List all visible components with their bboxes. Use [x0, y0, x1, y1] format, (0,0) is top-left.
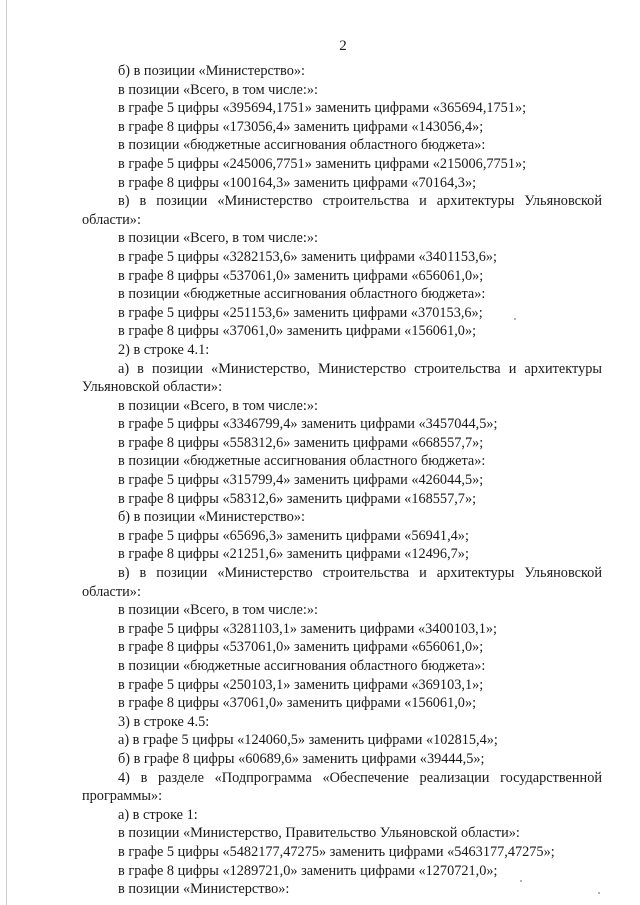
text-line: а) в позиции «Министерство, Министерство строительства и архитектуры — [118, 360, 602, 377]
text-line: в графе 5 цифры «3282153,6» заменить цифрами «3401153,6»; — [118, 248, 497, 265]
text-line: в графе 5 цифры «65696,3» заменить цифрами «56941,4»; — [118, 527, 469, 544]
page-number: 2 — [339, 38, 347, 54]
text-line: а) в графе 5 цифры «124060,5» заменить цифрами «102815,4»; — [118, 732, 498, 749]
document-body — [82, 62, 602, 899]
text-line: б) в позиции «Министерство»: — [118, 63, 305, 79]
text-line: в графе 8 цифры «37061,0» заменить цифрами «156061,0»; — [118, 695, 477, 712]
text-line: области»: — [82, 583, 141, 600]
text-line: области»: — [82, 211, 141, 228]
text-line: Ульяновской области»: — [82, 379, 223, 396]
text-line: в графе 5 цифры «245006,7751» заменить цифрами «215006,7751»; — [118, 155, 527, 172]
scan-edge-line — [6, 0, 7, 905]
text-line: в позиции «Министерство, Правительство Ульяновской области»: — [118, 825, 520, 842]
text-line: б) в графе 8 цифры «60689,6» заменить цифрами «39444,5»; — [118, 750, 485, 767]
text-line: в графе 5 цифры «250103,1» заменить цифрами «369103,1»; — [118, 676, 484, 693]
text-line: в графе 8 цифры «21251,6» заменить цифрами «12496,7»; — [118, 546, 469, 563]
text-line: в графе 5 цифры «315799,4» заменить цифрами «426044,5»; — [118, 472, 484, 489]
text-line: в графе 5 цифры «3346799,4» заменить цифрами «3457044,5»; — [118, 416, 498, 433]
text-line: в графе 5 цифры «395694,1751» заменить цифрами «365694,1751»; — [118, 100, 527, 117]
text-line: в графе 8 цифры «173056,4» заменить цифрами «143056,4»; — [118, 118, 484, 135]
text-line: в графе 8 цифры «537061,0» заменить цифрами «656061,0»; — [118, 639, 484, 656]
text-line: в графе 8 цифры «37061,0» заменить цифрами «156061,0»; — [118, 323, 477, 340]
text-line: в графе 8 цифры «537061,0» заменить цифрами «656061,0»; — [118, 267, 484, 284]
text-line: в позиции «бюджетные ассигнования областного бюджета»: — [118, 453, 486, 470]
text-line: б) в позиции «Министерство»: — [118, 509, 305, 526]
text-line: в) в позиции «Министерство строительства и архитектуры Ульяновской — [118, 565, 602, 582]
text-line: в позиции «бюджетные ассигнования областного бюджета»: — [118, 658, 486, 674]
text-line: в графе 5 цифры «251153,6» заменить цифрами «370153,6»; — [118, 304, 483, 321]
text-line: 2) в строке 4.1: — [118, 341, 210, 358]
text-line: в позиции «Всего, в том числе:»: — [118, 230, 318, 247]
text-line: а) в строке 1: — [118, 806, 198, 823]
text-line: 3) в строке 4.5: — [118, 713, 210, 730]
text-line: в графе 8 цифры «558312,6» заменить цифрами «668557,7»; — [118, 434, 484, 451]
text-line: в графе 5 цифры «3281103,1» заменить цифрами «3400103,1»; — [118, 620, 497, 637]
text-line: в графе 8 цифры «1289721,0» заменить цифрами «1270721,0»; — [118, 862, 498, 879]
text-line: в позиции «бюджетные ассигнования областного бюджета»: — [118, 137, 486, 154]
text-line: в) в позиции «Министерство строительства и архитектуры Ульяновской — [118, 193, 602, 210]
text-line: в позиции «бюджетные ассигнования областного бюджета»: — [118, 286, 486, 303]
text-line: в графе 5 цифры «5482177,47275» заменить цифрами «5463177,47275»; — [118, 843, 555, 860]
text-line: в позиции «Всего, в том числе:»: — [118, 397, 318, 414]
text-line: в позиции «Министерство»: — [118, 881, 290, 898]
text-line: в позиции «Всего, в том числе:»: — [118, 81, 318, 98]
text-line: в графе 8 цифры «100164,3» заменить цифрами «70164,3»; — [118, 174, 477, 191]
text-line: программы»: — [82, 788, 163, 805]
text-line: в графе 8 цифры «58312,6» заменить цифрами «168557,7»; — [118, 490, 477, 507]
text-line: 4) в разделе «Подпрограмма «Обеспечение реализации государственной — [118, 769, 602, 786]
text-line: в позиции «Всего, в том числе:»: — [118, 602, 318, 619]
